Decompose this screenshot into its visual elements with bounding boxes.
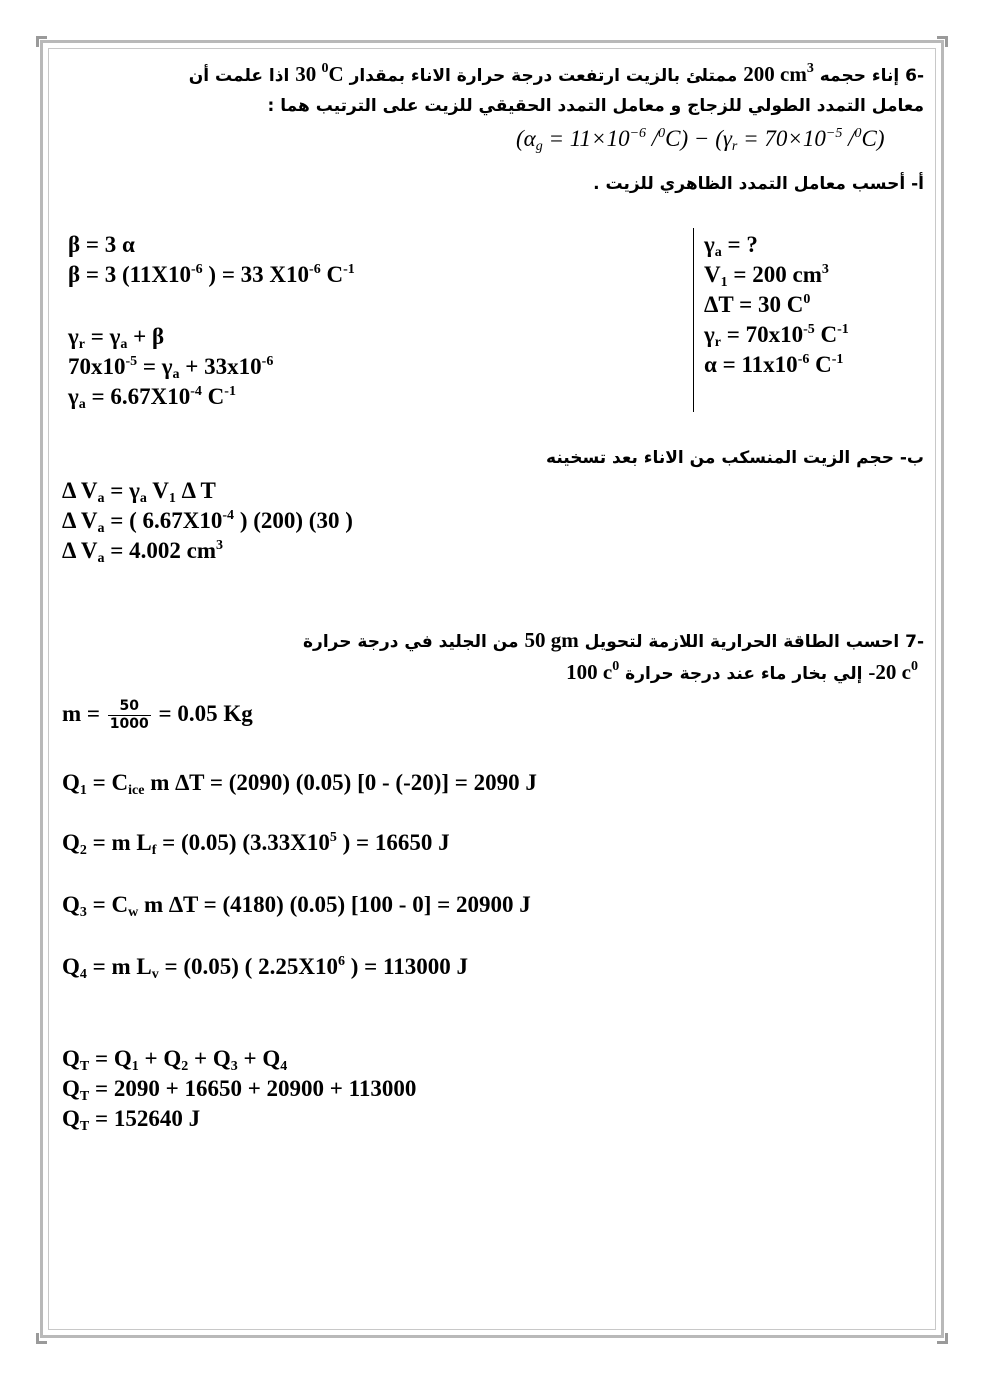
corner-ornament	[937, 36, 948, 47]
gamma-relation: $\gamma_r = \gamma_a + \beta$	[68, 324, 165, 352]
q3-equation: $Q_3 = C_w$ m ∆T = (4180) (0.05) [100 - 0] = 20900 J	[62, 892, 531, 920]
page-border-inner	[48, 48, 936, 1330]
problem7-line1: -7 احسب الطاقة الحرارية اللازمة لتحويل 50 gm من الجليد في درجة حرارة	[303, 628, 924, 652]
q4-equation: $Q_4 = m$ $L_v = (0.05)$ ( $2.25X10^6$ ) = 113000 J	[62, 954, 468, 982]
corner-ornament	[36, 1333, 47, 1344]
problem6-intro-line2: معامل التمدد الطولي للزجاج و معامل التمدد الحقيقي للزيت على الترتيب هما :	[267, 96, 924, 116]
given-gamma-a: $\gamma_a$ = ?	[704, 232, 758, 260]
given-alpha: $\alpha = 11x10^{-6}$ $C^{-1}$	[704, 352, 844, 377]
total-formula: $Q_T = Q_1 + Q_2 + Q_3 + Q_4$	[62, 1046, 288, 1074]
corner-ornament	[937, 1333, 948, 1344]
beta-calculation: β = 3 ($11X10^{-6}$ ) = 33 $X10^{-6}$ $C^{-1}$	[68, 262, 355, 287]
problem6-intro-line1: -6 إناء حجمه 200 $cm^3$ ممتلئ بالزيت ارتفعت درجة حرارة الاناء بمقدار 30 $^0$C اذا علمت أن	[188, 61, 924, 86]
overflow-result: Δ $V_a = 4.002$ $cm^3$	[62, 538, 223, 566]
total-result: $Q_T = 152640$ J	[62, 1106, 201, 1134]
q2-equation: $Q_2 = m$ $L_f = (0.05)$ ($3.33X10^5$ ) = 16650 J	[62, 830, 450, 858]
coefficients-formula: ($\alpha_g = 11\times 10^{-6}$ $/^0C) - (\gamma_r = 70\times 10^{-5}$ /$^0$C)	[516, 126, 885, 154]
q1-equation: $Q_1 = C_{ice}$ m ∆T = (2090) (0.05) [0 - (-20)] = 2090 J	[62, 770, 537, 798]
corner-ornament	[36, 36, 47, 47]
mass-conversion: m = $\frac{50}{1000}$ = 0.05 Kg	[62, 698, 253, 732]
total-substitution: $Q_T = 2090 + 16650 + 20900 + 113000$	[62, 1076, 417, 1104]
given-delta-t: ΔT = 30 $C^0$	[704, 292, 811, 317]
given-gamma-r: $\gamma_r = 70x10^{-5}$ $C^{-1}$	[704, 322, 849, 350]
given-volume: $V_1 = 200$ $cm^3$	[704, 262, 829, 290]
part-b-question: ب- حجم الزيت المنسكب من الاناء بعد تسخينه	[546, 448, 924, 468]
column-divider	[693, 228, 694, 412]
problem7-line2: -20 $c^0$ إلي بخار ماء عند درجة حرارة 100 $c^0$	[566, 659, 918, 684]
gamma-substitution: $70x10^{-5} = \gamma_a + 33x10^{-6}$	[68, 354, 274, 382]
mass-fraction: $\frac{50}{1000}$	[109, 698, 149, 732]
overflow-substitution: Δ $V_a$ = ( $6.67X10^{-4}$ ) (200) (30 )	[62, 508, 353, 536]
part-a-question: أ- أحسب معامل التمدد الظاهري للزيت .	[593, 174, 924, 194]
overflow-formula: Δ $V_a = \gamma_a$ $V_1$ Δ T	[62, 478, 216, 506]
beta-definition: β = 3 α	[68, 232, 135, 257]
gamma-a-result: $\gamma_a = 6.67X10^{-4}$ $C^{-1}$	[68, 384, 236, 412]
